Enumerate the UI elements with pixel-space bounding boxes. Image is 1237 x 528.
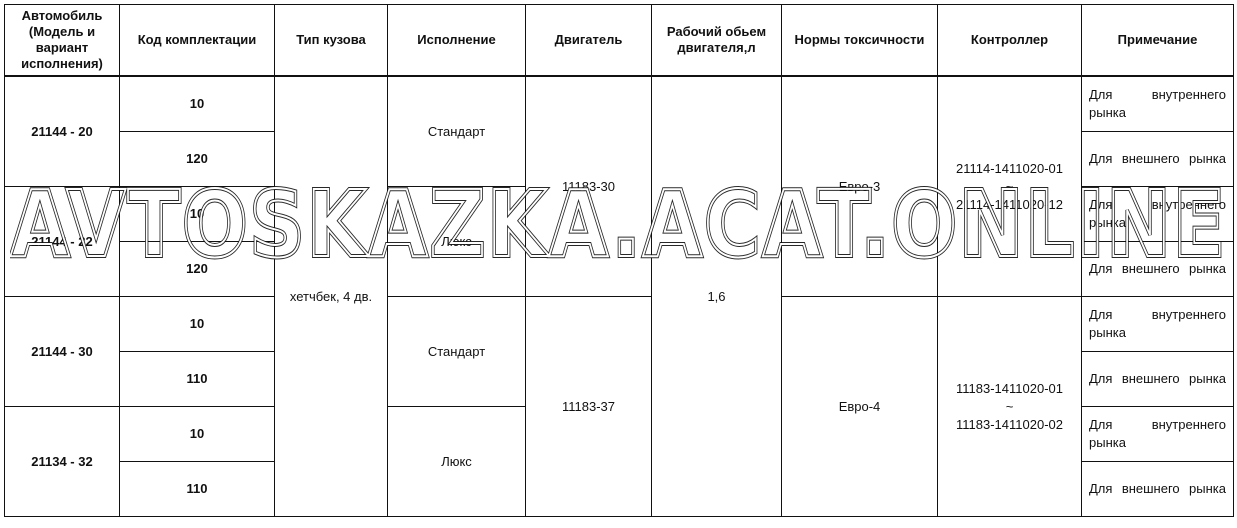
configuration-code-cell: 120 bbox=[120, 132, 275, 187]
header-model: Автомобиль (Модель и вариант исполнения) bbox=[5, 5, 120, 77]
note-text: Для внутреннего рынка bbox=[1089, 417, 1226, 450]
configuration-code-cell: 10 bbox=[120, 407, 275, 462]
trim-cell: Люкс bbox=[388, 187, 526, 297]
emissions-cell: Евро-4 bbox=[782, 297, 938, 517]
table-row bbox=[5, 76, 1234, 132]
configuration-code-cell: 110 bbox=[120, 352, 275, 407]
note-cell bbox=[1082, 462, 1234, 517]
note-cell bbox=[1082, 352, 1234, 407]
model-cell: 21144 - 20 bbox=[5, 76, 120, 187]
note-cell bbox=[1082, 297, 1234, 352]
body-type-cell: хетчбек, 4 дв. bbox=[275, 76, 388, 517]
model-cell: 21144 - 30 bbox=[5, 297, 120, 407]
controller-from: 21114-1411020-01 bbox=[956, 160, 1063, 176]
header-body-type: Тип кузова bbox=[275, 5, 388, 77]
header-displacement: Рабочий обьем двигателя,л bbox=[652, 5, 782, 77]
model-cell: 21134 - 32 bbox=[5, 407, 120, 517]
controller-range-separator: ~ bbox=[1005, 178, 1014, 194]
configuration-code-cell: 10 bbox=[120, 76, 275, 132]
emissions-cell: Евро-3 bbox=[782, 76, 938, 297]
configuration-code-cell: 10 bbox=[120, 187, 275, 242]
watermark-text-inline: AVTOSKAZKA.ACAT.ONLINE bbox=[10, 178, 1227, 274]
displacement-cell: 1,6 bbox=[652, 76, 782, 517]
controller-from: 11183-1411020-01 bbox=[956, 380, 1063, 396]
table-header-row bbox=[5, 5, 1234, 77]
engine-cell: 11183-37 bbox=[526, 297, 652, 517]
controller-to: 21114-1411020-12 bbox=[956, 196, 1063, 212]
header-controller: Контроллер bbox=[938, 5, 1082, 77]
note-text: Для внешнего рынка bbox=[1089, 151, 1226, 166]
note-text: Для внутреннего рынка bbox=[1089, 307, 1226, 340]
note-text: Для внутреннего рынка bbox=[1089, 87, 1226, 120]
vehicle-configuration-table bbox=[4, 4, 1234, 517]
controller-range-separator: ~ bbox=[1005, 398, 1014, 414]
note-text: Для внешнего рынка bbox=[1089, 261, 1226, 276]
header-note: Примечание bbox=[1082, 5, 1234, 77]
header-trim: Исполнение bbox=[388, 5, 526, 77]
note-cell bbox=[1082, 187, 1234, 242]
note-text: Для внутреннего рынка bbox=[1089, 197, 1226, 230]
configuration-code-cell: 120 bbox=[120, 242, 275, 297]
controller-cell bbox=[938, 76, 1082, 297]
note-cell bbox=[1082, 76, 1234, 132]
table-row bbox=[5, 297, 1234, 352]
header-code: Код комплектации bbox=[120, 5, 275, 77]
configuration-code-cell: 110 bbox=[120, 462, 275, 517]
note-text: Для внешнего рынка bbox=[1089, 481, 1226, 496]
controller-to: 11183-1411020-02 bbox=[956, 416, 1063, 432]
trim-cell: Стандарт bbox=[388, 297, 526, 407]
watermark-text-outline: AVTOSKAZKA.ACAT.ONLINE bbox=[10, 178, 1227, 274]
model-cell: 21144 - 22 bbox=[5, 187, 120, 297]
note-cell bbox=[1082, 242, 1234, 297]
engine-cell: 11183-30 bbox=[526, 76, 652, 297]
note-text: Для внешнего рынка bbox=[1089, 371, 1226, 386]
controller-cell bbox=[938, 297, 1082, 517]
header-engine: Двигатель bbox=[526, 5, 652, 77]
configuration-code-cell: 10 bbox=[120, 297, 275, 352]
note-cell bbox=[1082, 132, 1234, 187]
trim-cell: Люкс bbox=[388, 407, 526, 517]
header-emissions: Нормы токсичности bbox=[782, 5, 938, 77]
note-cell bbox=[1082, 407, 1234, 462]
trim-cell: Стандарт bbox=[388, 76, 526, 187]
